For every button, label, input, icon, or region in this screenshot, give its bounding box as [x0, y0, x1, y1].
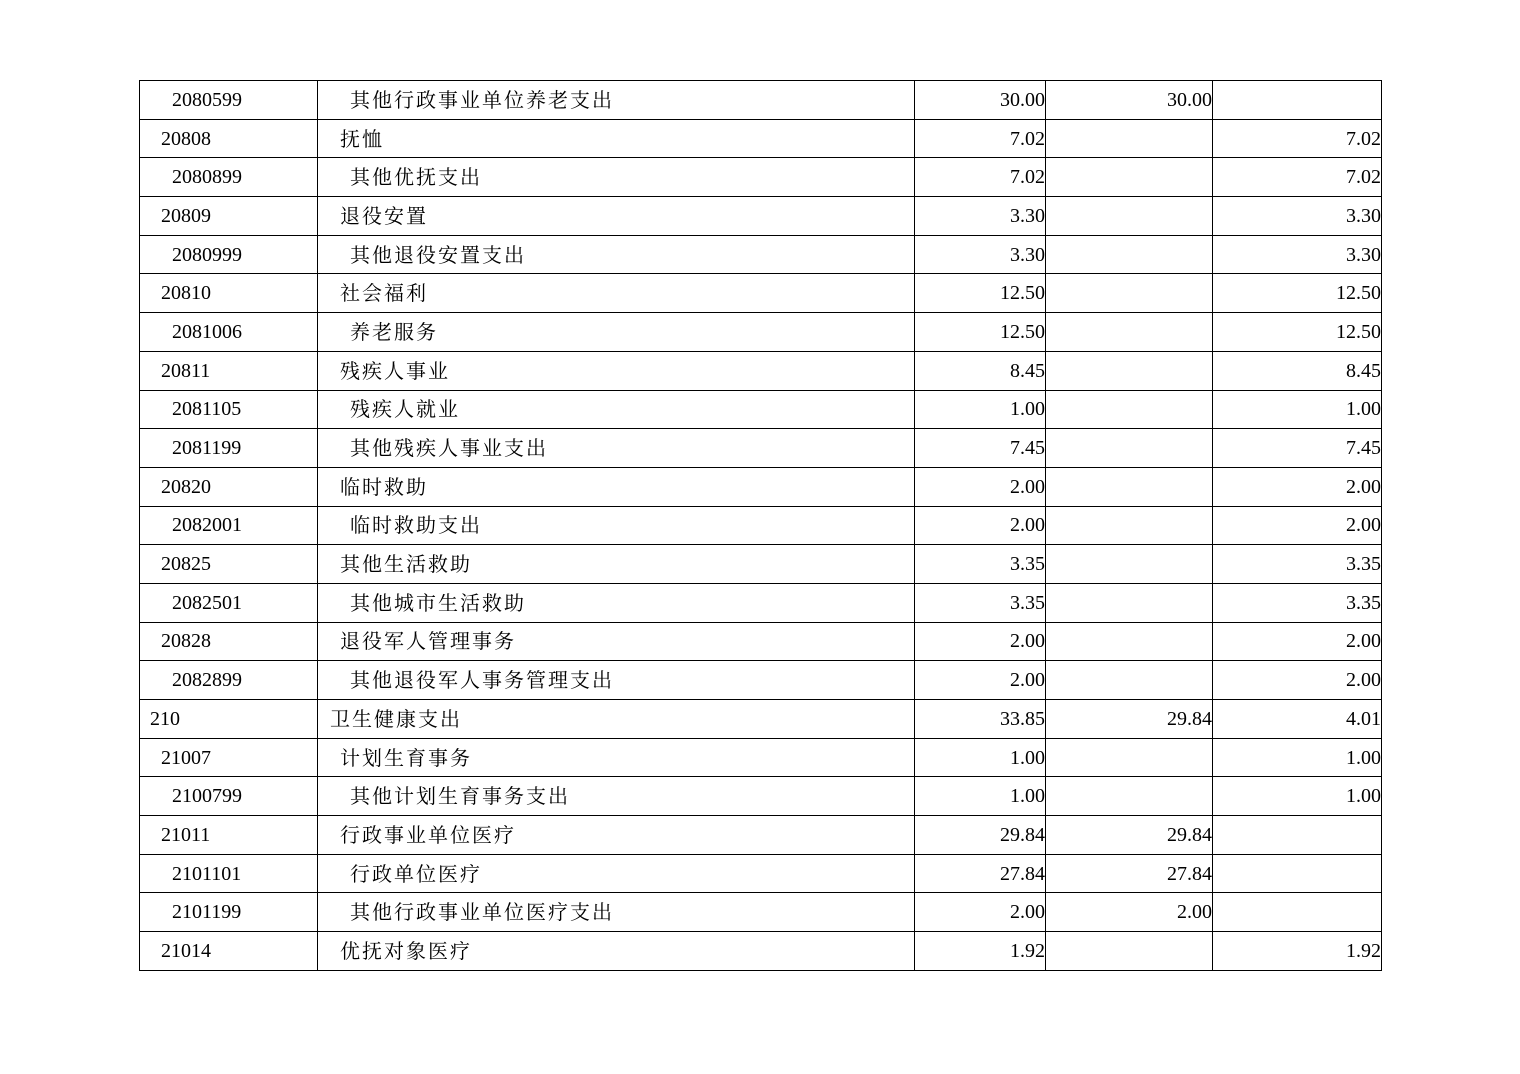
- total-amount-cell: 7.45: [915, 429, 1046, 468]
- subject-name-cell: 卫生健康支出: [318, 700, 915, 739]
- total-amount-cell: 2.00: [915, 467, 1046, 506]
- basic-amount-cell: [1046, 197, 1213, 236]
- table-body: [140, 81, 1382, 971]
- total-amount-cell: 8.45: [915, 351, 1046, 390]
- subject-code-cell: 2100799: [140, 777, 318, 816]
- subject-name-cell: 残疾人就业: [318, 390, 915, 429]
- project-amount-cell: 1.00: [1213, 738, 1382, 777]
- subject-code-cell: 2101101: [140, 854, 318, 893]
- basic-amount-cell: [1046, 235, 1213, 274]
- table-row: [140, 738, 1382, 777]
- total-amount-cell: 12.50: [915, 274, 1046, 313]
- subject-name-cell: 养老服务: [318, 313, 915, 352]
- subject-code-cell: 2082501: [140, 583, 318, 622]
- basic-amount-cell: 29.84: [1046, 700, 1213, 739]
- basic-amount-cell: [1046, 622, 1213, 661]
- basic-amount-cell: [1046, 274, 1213, 313]
- table-row: [140, 893, 1382, 932]
- table-row: [140, 506, 1382, 545]
- subject-name-cell: 社会福利: [318, 274, 915, 313]
- project-amount-cell: 2.00: [1213, 661, 1382, 700]
- total-amount-cell: 3.35: [915, 545, 1046, 584]
- basic-amount-cell: [1046, 119, 1213, 158]
- project-amount-cell: 1.00: [1213, 777, 1382, 816]
- total-amount-cell: 33.85: [915, 700, 1046, 739]
- subject-code-cell: 20811: [140, 351, 318, 390]
- project-amount-cell: 12.50: [1213, 274, 1382, 313]
- subject-code-cell: 20809: [140, 197, 318, 236]
- basic-amount-cell: [1046, 506, 1213, 545]
- subject-code-cell: 21007: [140, 738, 318, 777]
- table-row: [140, 313, 1382, 352]
- subject-name-cell: 行政事业单位医疗: [318, 816, 915, 855]
- subject-name-cell: 其他生活救助: [318, 545, 915, 584]
- subject-name-cell: 其他优抚支出: [318, 158, 915, 197]
- basic-amount-cell: [1046, 158, 1213, 197]
- table-row: [140, 81, 1382, 120]
- subject-name-cell: 退役安置: [318, 197, 915, 236]
- project-amount-cell: [1213, 81, 1382, 120]
- table-row: [140, 816, 1382, 855]
- basic-amount-cell: 2.00: [1046, 893, 1213, 932]
- subject-code-cell: 20810: [140, 274, 318, 313]
- total-amount-cell: 1.00: [915, 738, 1046, 777]
- project-amount-cell: 3.35: [1213, 583, 1382, 622]
- subject-code-cell: 2080899: [140, 158, 318, 197]
- subject-name-cell: 其他退役安置支出: [318, 235, 915, 274]
- subject-code-cell: 20808: [140, 119, 318, 158]
- total-amount-cell: 1.00: [915, 390, 1046, 429]
- subject-code-cell: 2101199: [140, 893, 318, 932]
- table-row: [140, 932, 1382, 971]
- table-row: [140, 274, 1382, 313]
- table-row: [140, 119, 1382, 158]
- total-amount-cell: 7.02: [915, 158, 1046, 197]
- total-amount-cell: 3.30: [915, 235, 1046, 274]
- subject-name-cell: 其他行政事业单位养老支出: [318, 81, 915, 120]
- subject-name-cell: 残疾人事业: [318, 351, 915, 390]
- basic-amount-cell: [1046, 545, 1213, 584]
- basic-amount-cell: [1046, 351, 1213, 390]
- subject-code-cell: 210: [140, 700, 318, 739]
- project-amount-cell: 3.30: [1213, 197, 1382, 236]
- total-amount-cell: 2.00: [915, 893, 1046, 932]
- subject-code-cell: 2080599: [140, 81, 318, 120]
- budget-expenditure-table: [139, 80, 1382, 971]
- subject-name-cell: 其他退役军人事务管理支出: [318, 661, 915, 700]
- subject-code-cell: 2082899: [140, 661, 318, 700]
- table-row: [140, 235, 1382, 274]
- subject-name-cell: 优抚对象医疗: [318, 932, 915, 971]
- table-row: [140, 429, 1382, 468]
- project-amount-cell: 2.00: [1213, 467, 1382, 506]
- basic-amount-cell: [1046, 467, 1213, 506]
- subject-code-cell: 20820: [140, 467, 318, 506]
- subject-code-cell: 2081105: [140, 390, 318, 429]
- project-amount-cell: 3.35: [1213, 545, 1382, 584]
- total-amount-cell: 27.84: [915, 854, 1046, 893]
- table-row: [140, 661, 1382, 700]
- table-row: [140, 390, 1382, 429]
- total-amount-cell: 1.00: [915, 777, 1046, 816]
- project-amount-cell: [1213, 854, 1382, 893]
- table-row: [140, 854, 1382, 893]
- table-row: [140, 700, 1382, 739]
- subject-name-cell: 退役军人管理事务: [318, 622, 915, 661]
- subject-name-cell: 计划生育事务: [318, 738, 915, 777]
- table-row: [140, 583, 1382, 622]
- basic-amount-cell: [1046, 313, 1213, 352]
- subject-name-cell: 临时救助支出: [318, 506, 915, 545]
- project-amount-cell: 3.30: [1213, 235, 1382, 274]
- total-amount-cell: 12.50: [915, 313, 1046, 352]
- total-amount-cell: 1.92: [915, 932, 1046, 971]
- project-amount-cell: [1213, 816, 1382, 855]
- basic-amount-cell: [1046, 777, 1213, 816]
- total-amount-cell: 29.84: [915, 816, 1046, 855]
- subject-name-cell: 抚恤: [318, 119, 915, 158]
- subject-name-cell: 行政单位医疗: [318, 854, 915, 893]
- total-amount-cell: 3.30: [915, 197, 1046, 236]
- subject-name-cell: 其他计划生育事务支出: [318, 777, 915, 816]
- project-amount-cell: 2.00: [1213, 506, 1382, 545]
- total-amount-cell: 3.35: [915, 583, 1046, 622]
- total-amount-cell: 7.02: [915, 119, 1046, 158]
- project-amount-cell: 7.02: [1213, 119, 1382, 158]
- subject-code-cell: 21011: [140, 816, 318, 855]
- project-amount-cell: 1.92: [1213, 932, 1382, 971]
- table-row: [140, 351, 1382, 390]
- basic-amount-cell: 29.84: [1046, 816, 1213, 855]
- subject-name-cell: 其他残疾人事业支出: [318, 429, 915, 468]
- basic-amount-cell: [1046, 390, 1213, 429]
- subject-name-cell: 临时救助: [318, 467, 915, 506]
- basic-amount-cell: [1046, 738, 1213, 777]
- basic-amount-cell: 27.84: [1046, 854, 1213, 893]
- basic-amount-cell: [1046, 661, 1213, 700]
- subject-code-cell: 2080999: [140, 235, 318, 274]
- table-row: [140, 545, 1382, 584]
- total-amount-cell: 2.00: [915, 661, 1046, 700]
- table-row: [140, 197, 1382, 236]
- total-amount-cell: 2.00: [915, 622, 1046, 661]
- subject-name-cell: 其他行政事业单位医疗支出: [318, 893, 915, 932]
- project-amount-cell: 2.00: [1213, 622, 1382, 661]
- subject-code-cell: 2081199: [140, 429, 318, 468]
- project-amount-cell: 1.00: [1213, 390, 1382, 429]
- total-amount-cell: 30.00: [915, 81, 1046, 120]
- subject-name-cell: 其他城市生活救助: [318, 583, 915, 622]
- table-row: [140, 622, 1382, 661]
- table-row: [140, 467, 1382, 506]
- total-amount-cell: 2.00: [915, 506, 1046, 545]
- project-amount-cell: 8.45: [1213, 351, 1382, 390]
- project-amount-cell: 4.01: [1213, 700, 1382, 739]
- project-amount-cell: [1213, 893, 1382, 932]
- subject-code-cell: 2082001: [140, 506, 318, 545]
- subject-code-cell: 20825: [140, 545, 318, 584]
- subject-code-cell: 20828: [140, 622, 318, 661]
- basic-amount-cell: [1046, 583, 1213, 622]
- basic-amount-cell: [1046, 932, 1213, 971]
- table-row: [140, 777, 1382, 816]
- project-amount-cell: 12.50: [1213, 313, 1382, 352]
- subject-code-cell: 21014: [140, 932, 318, 971]
- table-row: [140, 158, 1382, 197]
- basic-amount-cell: 30.00: [1046, 81, 1213, 120]
- subject-code-cell: 2081006: [140, 313, 318, 352]
- project-amount-cell: 7.45: [1213, 429, 1382, 468]
- basic-amount-cell: [1046, 429, 1213, 468]
- project-amount-cell: 7.02: [1213, 158, 1382, 197]
